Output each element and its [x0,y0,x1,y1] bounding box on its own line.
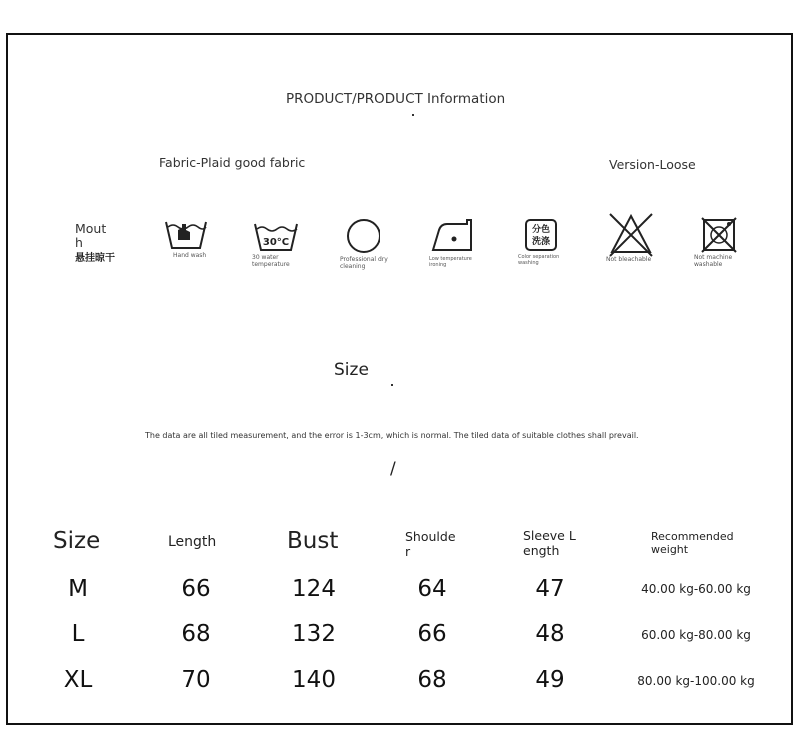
separate-wash-icon [518,216,558,254]
svg-text:洗涤: 洗涤 [531,237,551,247]
water-temp-caption: 30 water temperature [252,254,290,268]
cell-length: 68 [181,621,211,647]
slash-divider: / [390,459,396,479]
dry-clean-caption: Professional dry cleaning [340,256,388,270]
dry-clean-care [340,216,390,270]
cell-shoulder: 64 [417,576,447,602]
cell-weight: 60.00 kg-80.00 kg [641,628,751,642]
size-mark [391,384,393,386]
cell-sleeve: 47 [535,576,565,602]
hand-wash-caption: Hand wash [173,252,207,259]
ironing-caption: Low temperature ironing [429,256,472,268]
header-weight: Recommended weight [651,530,734,556]
cell-sleeve: 49 [535,667,565,693]
cell-shoulder: 68 [417,667,447,693]
no-bleach-caption: Not bleachable [606,256,652,263]
version-label: Version-Loose [609,157,696,172]
cell-shoulder: 66 [417,621,447,647]
cell-weight: 80.00 kg-100.00 kg [637,674,755,688]
iron-icon [429,214,475,256]
header-bust: Bust [287,528,339,554]
cell-bust: 140 [292,667,336,693]
wash-temp-badge: 30°C [262,237,290,248]
no-machine-wash-care [694,214,740,268]
no-machine-wash-icon [694,214,738,254]
header-sleeve: Sleeve L ength [523,528,576,558]
wash-30-icon [252,218,300,254]
hang-dry-cn: 悬挂晾干 [75,253,115,264]
measurement-note: The data are all tiled measurement, and the error is 1-3cm, which is normal. The tiled data of suitable clothes shall prevail. [145,431,639,440]
header-shoulder: Shoulde r [405,529,456,559]
title-mark [412,114,414,116]
no-bleach-care [606,210,656,263]
cell-length: 70 [181,667,211,693]
ironing-care [429,214,479,268]
header-length: Length [168,534,217,550]
cell-length: 66 [181,576,211,602]
cell-size: M [68,576,88,602]
hang-dry-label [75,222,115,266]
water-temp-care [252,218,302,268]
cell-size: L [71,621,85,647]
color-separation-care [518,216,568,266]
no-bleach-icon [606,210,656,258]
hand-wash-care [163,216,213,259]
no-machine-caption: Not machine washable [694,254,733,268]
color-sep-caption: Color separation washing [518,254,560,266]
cell-size: XL [63,667,93,693]
size-heading: Size [334,360,369,380]
dry-clean-icon [340,216,380,256]
svg-text:分色: 分色 [531,225,551,235]
cell-weight: 40.00 kg-60.00 kg [641,582,751,596]
header-size: Size [53,528,101,554]
fabric-label: Fabric-Plaid good fabric [159,155,306,170]
cell-bust: 124 [292,576,336,602]
hang-dry-text: Mout h [75,221,107,250]
product-title: PRODUCT/PRODUCT Information [286,91,506,107]
hand-wash-icon [163,216,209,252]
cell-sleeve: 48 [535,621,565,647]
cell-bust: 132 [292,621,336,647]
